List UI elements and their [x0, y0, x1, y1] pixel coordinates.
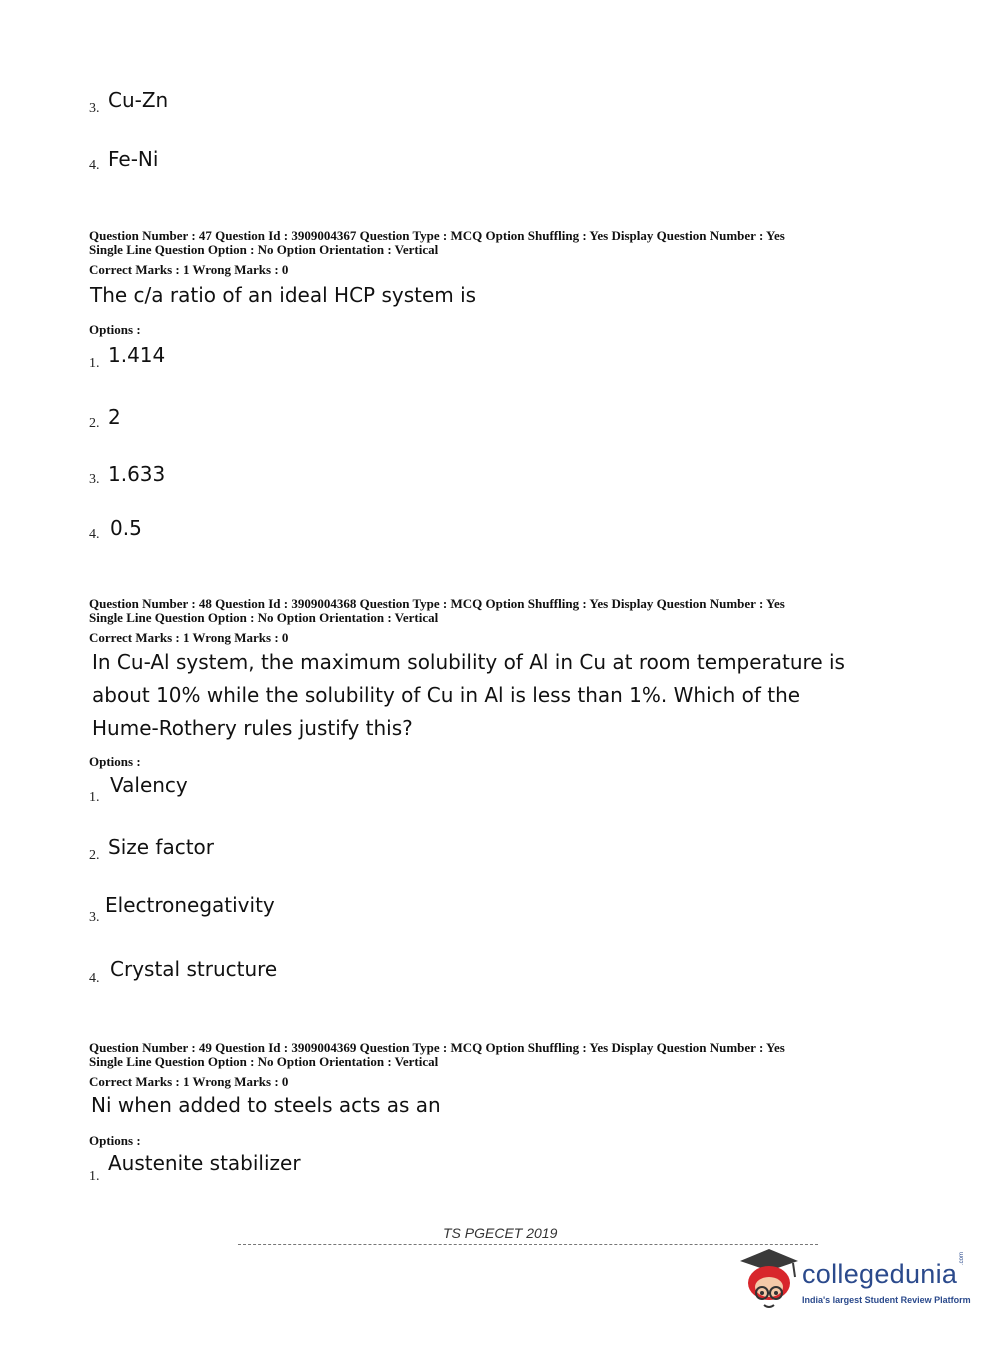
question-meta-line1: Question Number : 47 Question Id : 3909004367 Question Type : MCQ Option Shuffling : Yes Display Question Number : Yes	[89, 228, 785, 243]
option-number: 3.	[89, 472, 100, 487]
question-meta-line2: Single Line Question Option : No Option Orientation : Vertical	[89, 610, 439, 625]
brand-name: collegedunia	[802, 1259, 958, 1289]
footer-exam-label: TS PGECET 2019	[443, 1225, 558, 1241]
options-label: Options :	[89, 1133, 141, 1148]
brand-tagline: India's largest Student Review Platform	[802, 1295, 971, 1305]
option-number: 2.	[89, 416, 100, 431]
question-marks: Correct Marks : 1 Wrong Marks : 0	[89, 1074, 289, 1089]
footer-divider	[238, 1244, 818, 1245]
question-text-line: In Cu-Al system, the maximum solubility of Al in Cu at room temperature is	[92, 650, 845, 674]
option-text: Cu-Zn	[108, 88, 169, 112]
option-text: Austenite stabilizer	[108, 1151, 301, 1175]
option-text: Crystal structure	[110, 957, 278, 981]
brand-logo	[738, 1245, 978, 1315]
question-text-line: Hume-Rothery rules justify this?	[92, 716, 413, 740]
question-block-48	[89, 597, 785, 646]
question-block-47	[89, 229, 785, 278]
option-text: 1.414	[108, 343, 166, 367]
option-text: 0.5	[110, 516, 142, 540]
option-text: 2	[108, 405, 121, 429]
option-number: 1.	[89, 1169, 100, 1184]
option-text: Fe-Ni	[108, 147, 159, 171]
question-text-49: Ni when added to steels acts as an	[91, 1093, 441, 1117]
option-number: 4.	[89, 527, 100, 542]
options-label: Options :	[89, 322, 141, 337]
option-number: 2.	[89, 848, 100, 863]
option-text: Electronegativity	[105, 893, 275, 917]
option-text: Valency	[110, 773, 188, 797]
question-marks: Correct Marks : 1 Wrong Marks : 0	[89, 262, 289, 277]
option-number: 1.	[89, 790, 100, 805]
option-text: 1.633	[108, 462, 166, 486]
question-block-49	[89, 1041, 785, 1090]
option-number: 3.	[89, 101, 100, 116]
question-text-line: about 10% while the solubility of Cu in Al is less than 1%. Which of the	[92, 683, 801, 707]
options-label: Options :	[89, 754, 141, 769]
question-meta-line1: Question Number : 49 Question Id : 3909004369 Question Type : MCQ Option Shuffling : Yes Display Question Number : Yes	[89, 1040, 785, 1055]
option-text: Size factor	[108, 835, 215, 859]
question-meta-line2: Single Line Question Option : No Option Orientation : Vertical	[89, 1054, 439, 1069]
option-number: 4.	[89, 158, 100, 173]
question-meta-line2: Single Line Question Option : No Option Orientation : Vertical	[89, 242, 439, 257]
option-number: 3.	[89, 910, 100, 925]
question-text-48	[92, 646, 845, 745]
question-marks: Correct Marks : 1 Wrong Marks : 0	[89, 630, 289, 645]
option-number: 4.	[89, 971, 100, 986]
option-number: 1.	[89, 356, 100, 371]
question-meta-line1: Question Number : 48 Question Id : 3909004368 Question Type : MCQ Option Shuffling : Yes Display Question Number : Yes	[89, 596, 785, 611]
brand-suffix: .com	[959, 1251, 965, 1265]
graduate-mascot-icon	[738, 1247, 800, 1313]
question-text-47: The c/a ratio of an ideal HCP system is	[90, 283, 477, 307]
